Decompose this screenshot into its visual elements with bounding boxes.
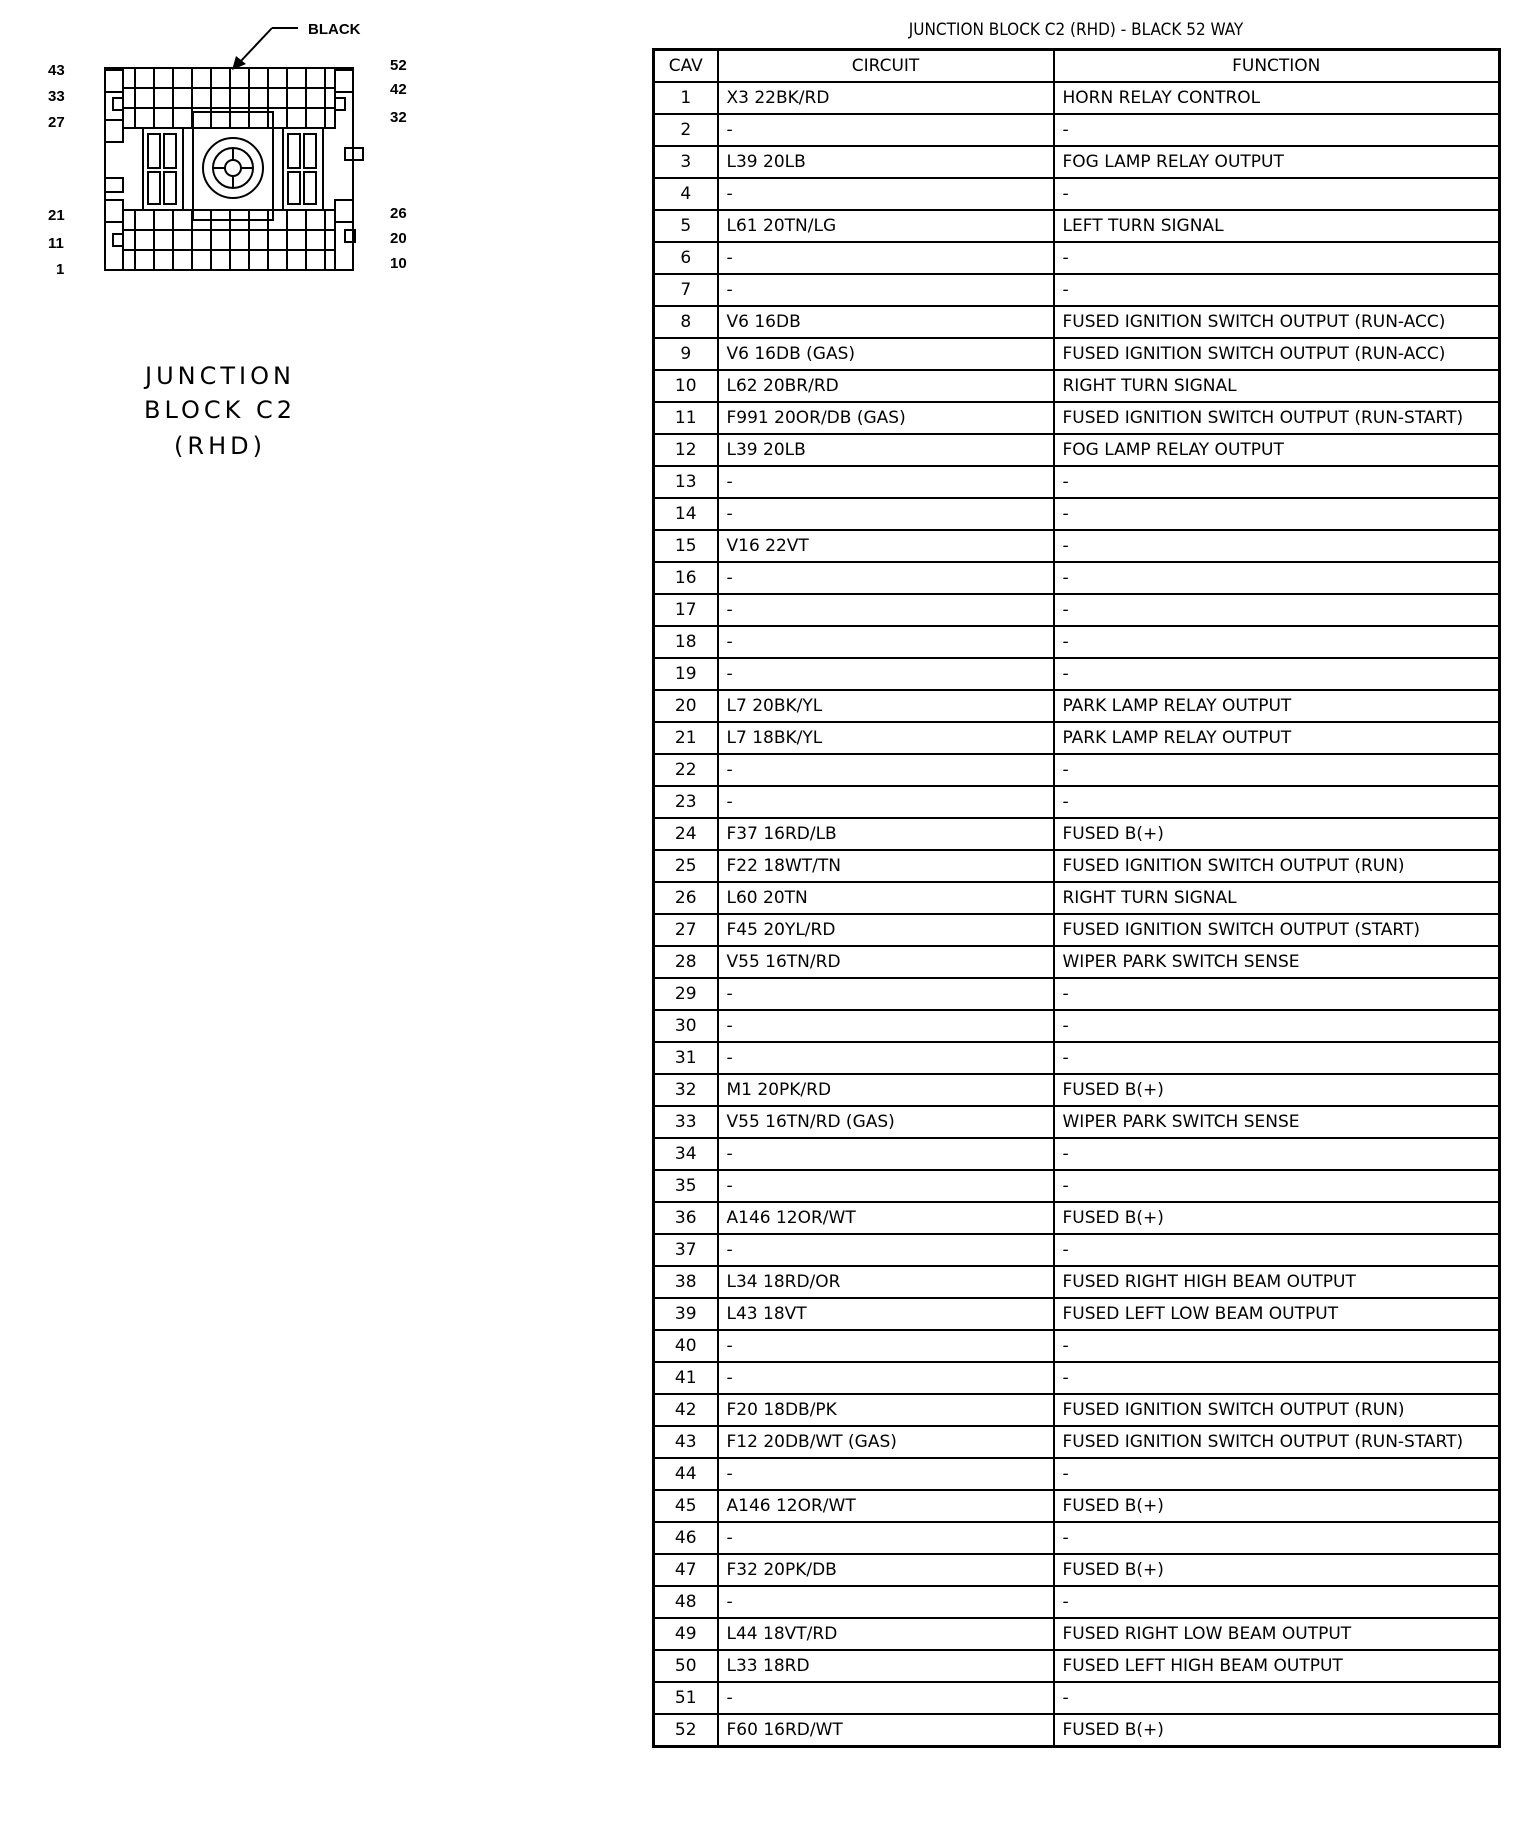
function-cell: -: [1054, 242, 1500, 274]
circuit-cell: L39 20LB: [718, 146, 1054, 178]
function-cell: FOG LAMP RELAY OUTPUT: [1054, 146, 1500, 178]
table-row: [654, 1042, 1500, 1074]
function-cell: -: [1054, 1362, 1500, 1394]
pin-label: 21: [48, 207, 65, 224]
circuit-cell: F20 18DB/PK: [718, 1394, 1054, 1426]
table-row: [654, 1394, 1500, 1426]
function-cell: -: [1054, 786, 1500, 818]
circuit-cell: F12 20DB/WT (GAS): [718, 1426, 1054, 1458]
cav-cell: 24: [654, 818, 718, 850]
circuit-cell: L39 20LB: [718, 434, 1054, 466]
table-row: [654, 1330, 1500, 1362]
circuit-cell: -: [718, 466, 1054, 498]
table-row: [654, 658, 1500, 690]
function-cell: FUSED B(+): [1054, 1554, 1500, 1586]
function-cell: FUSED IGNITION SWITCH OUTPUT (RUN): [1054, 850, 1500, 882]
pin-label: 11: [48, 235, 64, 252]
function-cell: -: [1054, 1522, 1500, 1554]
table-row: [654, 146, 1500, 178]
cav-cell: 1: [654, 82, 718, 114]
function-cell: -: [1054, 978, 1500, 1010]
table-row: [654, 1202, 1500, 1234]
circuit-cell: L61 20TN/LG: [718, 210, 1054, 242]
cav-cell: 30: [654, 1010, 718, 1042]
table-row: [654, 754, 1500, 786]
table-row: [654, 434, 1500, 466]
circuit-cell: V16 22VT: [718, 530, 1054, 562]
function-cell: FUSED LEFT LOW BEAM OUTPUT: [1054, 1298, 1500, 1330]
diagram-title-line: (RHD): [174, 432, 266, 460]
cav-cell: 9: [654, 338, 718, 370]
circuit-cell: -: [718, 1522, 1054, 1554]
function-cell: -: [1054, 1330, 1500, 1362]
cav-cell: 13: [654, 466, 718, 498]
cav-cell: 43: [654, 1426, 718, 1458]
table-row: [654, 690, 1500, 722]
table-row: [654, 306, 1500, 338]
circuit-cell: V55 16TN/RD (GAS): [718, 1106, 1054, 1138]
circuit-cell: F45 20YL/RD: [718, 914, 1054, 946]
circuit-cell: -: [718, 594, 1054, 626]
function-cell: PARK LAMP RELAY OUTPUT: [1054, 690, 1500, 722]
table-row: [654, 722, 1500, 754]
pin-label: 27: [48, 114, 65, 131]
table-row: [654, 1714, 1500, 1747]
table-row: [654, 498, 1500, 530]
circuit-cell: -: [718, 1682, 1054, 1714]
cav-cell: 19: [654, 658, 718, 690]
table-row: [654, 1106, 1500, 1138]
table-header-row: [654, 50, 1500, 83]
circuit-cell: L60 20TN: [718, 882, 1054, 914]
function-cell: PARK LAMP RELAY OUTPUT: [1054, 722, 1500, 754]
function-cell: -: [1054, 562, 1500, 594]
function-cell: FUSED IGNITION SWITCH OUTPUT (START): [1054, 914, 1500, 946]
pin-label: 1: [56, 261, 65, 278]
table-row: [654, 1618, 1500, 1650]
circuit-cell: A146 12OR/WT: [718, 1490, 1054, 1522]
table-row: [654, 978, 1500, 1010]
cav-cell: 42: [654, 1394, 718, 1426]
function-cell: -: [1054, 274, 1500, 306]
pin-out-table: [652, 48, 1501, 1748]
cav-cell: 21: [654, 722, 718, 754]
function-cell: -: [1054, 1010, 1500, 1042]
table-row: [654, 178, 1500, 210]
header-cav: CAV: [654, 50, 718, 83]
cav-cell: 37: [654, 1234, 718, 1266]
cav-cell: 4: [654, 178, 718, 210]
circuit-cell: -: [718, 274, 1054, 306]
table-row: [654, 1554, 1500, 1586]
function-cell: WIPER PARK SWITCH SENSE: [1054, 946, 1500, 978]
header-function: FUNCTION: [1054, 50, 1500, 83]
function-cell: FUSED RIGHT LOW BEAM OUTPUT: [1054, 1618, 1500, 1650]
function-cell: LEFT TURN SIGNAL: [1054, 210, 1500, 242]
cav-cell: 36: [654, 1202, 718, 1234]
circuit-cell: F22 18WT/TN: [718, 850, 1054, 882]
table-row: [654, 626, 1500, 658]
cav-cell: 20: [654, 690, 718, 722]
circuit-cell: -: [718, 562, 1054, 594]
cav-cell: 10: [654, 370, 718, 402]
circuit-cell: F991 20OR/DB (GAS): [718, 402, 1054, 434]
table-row: [654, 210, 1500, 242]
cav-cell: 7: [654, 274, 718, 306]
table-row: [654, 786, 1500, 818]
circuit-cell: -: [718, 114, 1054, 146]
cav-cell: 52: [654, 1714, 718, 1747]
function-cell: FUSED IGNITION SWITCH OUTPUT (RUN-ACC): [1054, 338, 1500, 370]
header-circuit: CIRCUIT: [718, 50, 1054, 83]
table-row: [654, 242, 1500, 274]
table-row: [654, 1010, 1500, 1042]
circuit-cell: -: [718, 1042, 1054, 1074]
cav-cell: 46: [654, 1522, 718, 1554]
cav-cell: 26: [654, 882, 718, 914]
color-label: BLACK: [308, 21, 361, 38]
circuit-cell: L7 18BK/YL: [718, 722, 1054, 754]
table-row: [654, 562, 1500, 594]
function-cell: -: [1054, 626, 1500, 658]
table-row: [654, 1298, 1500, 1330]
circuit-cell: -: [718, 786, 1054, 818]
cav-cell: 6: [654, 242, 718, 274]
pin-label: 43: [48, 62, 65, 79]
cav-cell: 18: [654, 626, 718, 658]
circuit-cell: -: [718, 658, 1054, 690]
table-row: [654, 530, 1500, 562]
cav-cell: 3: [654, 146, 718, 178]
table-row: [654, 1074, 1500, 1106]
function-cell: -: [1054, 498, 1500, 530]
circuit-cell: -: [718, 1458, 1054, 1490]
circuit-cell: V6 16DB: [718, 306, 1054, 338]
function-cell: -: [1054, 530, 1500, 562]
cav-cell: 49: [654, 1618, 718, 1650]
circuit-cell: L44 18VT/RD: [718, 1618, 1054, 1650]
cav-cell: 44: [654, 1458, 718, 1490]
pin-label: 33: [48, 88, 65, 105]
table-row: [654, 402, 1500, 434]
table-row: [654, 1650, 1500, 1682]
cav-cell: 2: [654, 114, 718, 146]
cav-cell: 51: [654, 1682, 718, 1714]
function-cell: -: [1054, 1170, 1500, 1202]
circuit-cell: L43 18VT: [718, 1298, 1054, 1330]
diagram-title-line: JUNCTION: [145, 362, 295, 390]
table-row: [654, 1682, 1500, 1714]
circuit-cell: -: [718, 754, 1054, 786]
circuit-cell: -: [718, 626, 1054, 658]
table-row: [654, 914, 1500, 946]
circuit-cell: L34 18RD/OR: [718, 1266, 1054, 1298]
table-row: [654, 1138, 1500, 1170]
table-row: [654, 370, 1500, 402]
table-row: [654, 274, 1500, 306]
circuit-cell: F60 16RD/WT: [718, 1714, 1054, 1747]
function-cell: -: [1054, 1586, 1500, 1618]
circuit-cell: L7 20BK/YL: [718, 690, 1054, 722]
table-row: [654, 594, 1500, 626]
cav-cell: 31: [654, 1042, 718, 1074]
circuit-cell: -: [718, 498, 1054, 530]
cav-cell: 47: [654, 1554, 718, 1586]
circuit-cell: -: [718, 1170, 1054, 1202]
function-cell: RIGHT TURN SIGNAL: [1054, 882, 1500, 914]
function-cell: FUSED LEFT HIGH BEAM OUTPUT: [1054, 1650, 1500, 1682]
circuit-cell: -: [718, 178, 1054, 210]
circuit-cell: M1 20PK/RD: [718, 1074, 1054, 1106]
function-cell: RIGHT TURN SIGNAL: [1054, 370, 1500, 402]
table-row: [654, 1586, 1500, 1618]
pin-label: 26: [390, 205, 407, 222]
function-cell: -: [1054, 1138, 1500, 1170]
circuit-cell: L62 20BR/RD: [718, 370, 1054, 402]
circuit-cell: F32 20PK/DB: [718, 1554, 1054, 1586]
table-row: [654, 1522, 1500, 1554]
cav-cell: 29: [654, 978, 718, 1010]
cav-cell: 38: [654, 1266, 718, 1298]
cav-cell: 23: [654, 786, 718, 818]
table-row: [654, 1170, 1500, 1202]
circuit-cell: -: [718, 1586, 1054, 1618]
circuit-cell: -: [718, 1010, 1054, 1042]
table-row: [654, 1266, 1500, 1298]
table-row: [654, 1490, 1500, 1522]
circuit-cell: V6 16DB (GAS): [718, 338, 1054, 370]
pin-label: 10: [390, 255, 407, 272]
function-cell: -: [1054, 594, 1500, 626]
table-row: [654, 850, 1500, 882]
circuit-cell: X3 22BK/RD: [718, 82, 1054, 114]
pin-label: 42: [390, 81, 407, 98]
cav-cell: 40: [654, 1330, 718, 1362]
cav-cell: 39: [654, 1298, 718, 1330]
table-row: [654, 882, 1500, 914]
function-cell: FUSED IGNITION SWITCH OUTPUT (RUN-ACC): [1054, 306, 1500, 338]
cav-cell: 32: [654, 1074, 718, 1106]
cav-cell: 27: [654, 914, 718, 946]
circuit-cell: -: [718, 978, 1054, 1010]
function-cell: -: [1054, 1042, 1500, 1074]
function-cell: FUSED B(+): [1054, 1202, 1500, 1234]
function-cell: -: [1054, 754, 1500, 786]
pin-label: 32: [390, 109, 407, 126]
cav-cell: 35: [654, 1170, 718, 1202]
circuit-cell: -: [718, 1234, 1054, 1266]
function-cell: FUSED B(+): [1054, 1714, 1500, 1747]
cav-cell: 41: [654, 1362, 718, 1394]
cav-cell: 8: [654, 306, 718, 338]
table-row: [654, 1426, 1500, 1458]
cav-cell: 34: [654, 1138, 718, 1170]
cav-cell: 16: [654, 562, 718, 594]
connector-diagram: [0, 0, 460, 480]
circuit-cell: -: [718, 1330, 1054, 1362]
table-row: [654, 1362, 1500, 1394]
function-cell: HORN RELAY CONTROL: [1054, 82, 1500, 114]
cav-cell: 33: [654, 1106, 718, 1138]
circuit-cell: F37 16RD/LB: [718, 818, 1054, 850]
table-row: [654, 466, 1500, 498]
function-cell: -: [1054, 658, 1500, 690]
function-cell: -: [1054, 1458, 1500, 1490]
circuit-cell: V55 16TN/RD: [718, 946, 1054, 978]
cav-cell: 14: [654, 498, 718, 530]
function-cell: -: [1054, 178, 1500, 210]
cav-cell: 28: [654, 946, 718, 978]
cav-cell: 50: [654, 1650, 718, 1682]
function-cell: FUSED IGNITION SWITCH OUTPUT (RUN): [1054, 1394, 1500, 1426]
circuit-cell: -: [718, 242, 1054, 274]
function-cell: FUSED B(+): [1054, 1074, 1500, 1106]
function-cell: FUSED IGNITION SWITCH OUTPUT (RUN-START): [1054, 1426, 1500, 1458]
function-cell: -: [1054, 1682, 1500, 1714]
connector-face-drawing: [0, 0, 460, 300]
table-row: [654, 114, 1500, 146]
pin-label: 20: [390, 230, 407, 247]
cav-cell: 45: [654, 1490, 718, 1522]
cav-cell: 17: [654, 594, 718, 626]
table-row: [654, 1234, 1500, 1266]
function-cell: FUSED B(+): [1054, 818, 1500, 850]
table-row: [654, 338, 1500, 370]
diagram-title-line: BLOCK C2: [143, 396, 297, 424]
cav-cell: 5: [654, 210, 718, 242]
cav-cell: 22: [654, 754, 718, 786]
function-cell: -: [1054, 1234, 1500, 1266]
function-cell: -: [1054, 114, 1500, 146]
cav-cell: 12: [654, 434, 718, 466]
function-cell: -: [1054, 466, 1500, 498]
circuit-cell: -: [718, 1362, 1054, 1394]
table-row: [654, 1458, 1500, 1490]
function-cell: FUSED IGNITION SWITCH OUTPUT (RUN-START): [1054, 402, 1500, 434]
cav-cell: 25: [654, 850, 718, 882]
table-title: JUNCTION BLOCK C2 (RHD) - BLACK 52 WAY: [908, 20, 1244, 40]
table-row: [654, 82, 1500, 114]
circuit-cell: A146 12OR/WT: [718, 1202, 1054, 1234]
table-row: [654, 818, 1500, 850]
function-cell: FOG LAMP RELAY OUTPUT: [1054, 434, 1500, 466]
circuit-cell: -: [718, 1138, 1054, 1170]
function-cell: WIPER PARK SWITCH SENSE: [1054, 1106, 1500, 1138]
table-row: [654, 946, 1500, 978]
cav-cell: 15: [654, 530, 718, 562]
function-cell: FUSED RIGHT HIGH BEAM OUTPUT: [1054, 1266, 1500, 1298]
circuit-cell: L33 18RD: [718, 1650, 1054, 1682]
function-cell: FUSED B(+): [1054, 1490, 1500, 1522]
pin-label: 52: [390, 57, 407, 74]
cav-cell: 11: [654, 402, 718, 434]
cav-cell: 48: [654, 1586, 718, 1618]
